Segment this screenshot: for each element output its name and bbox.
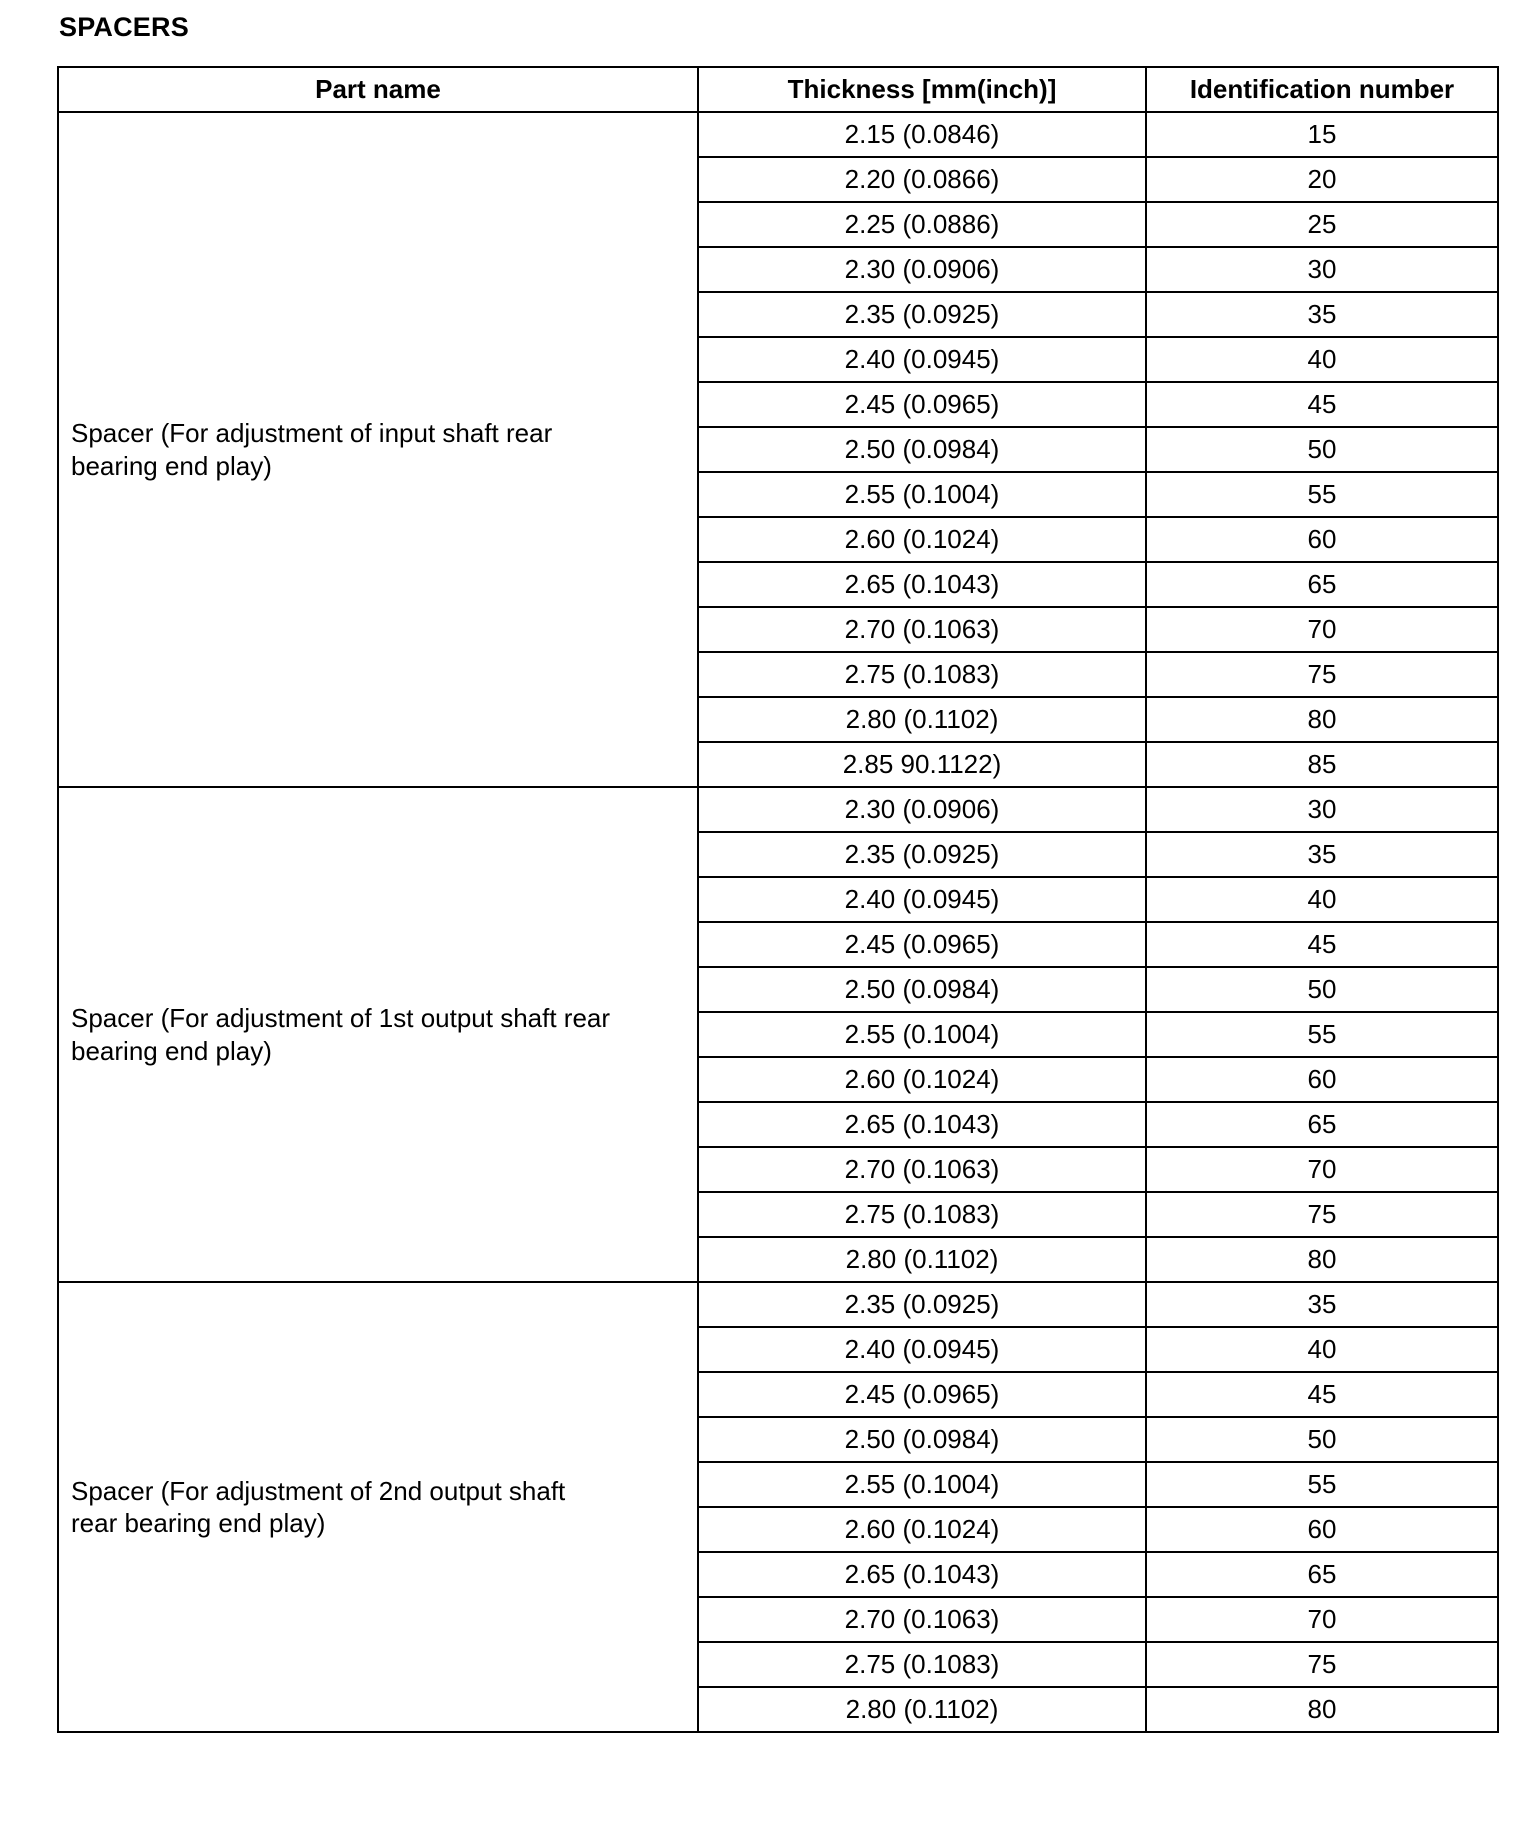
table-body: [58, 112, 1498, 1732]
table-header-row: [58, 67, 1498, 112]
thickness-cell: 2.75 (0.1083): [698, 652, 1146, 697]
thickness-cell: 2.35 (0.0925): [698, 1282, 1146, 1327]
thickness-cell: 2.70 (0.1063): [698, 1147, 1146, 1192]
identification-number-cell: 80: [1146, 1237, 1498, 1282]
identification-number-cell: 55: [1146, 472, 1498, 517]
identification-number-cell: 40: [1146, 877, 1498, 922]
thickness-cell: 2.75 (0.1083): [698, 1642, 1146, 1687]
thickness-cell: 2.70 (0.1063): [698, 1597, 1146, 1642]
thickness-cell: 2.80 (0.1102): [698, 1237, 1146, 1282]
thickness-cell: 2.35 (0.0925): [698, 832, 1146, 877]
thickness-cell: 2.30 (0.0906): [698, 247, 1146, 292]
identification-number-cell: 30: [1146, 247, 1498, 292]
identification-number-cell: 80: [1146, 1687, 1498, 1732]
thickness-cell: 2.80 (0.1102): [698, 697, 1146, 742]
header-part-name: Part name: [58, 67, 698, 112]
identification-number-cell: 35: [1146, 1282, 1498, 1327]
part-name-text: Spacer (For adjustment of 2nd output shaft rear bearing end play): [71, 1475, 566, 1538]
thickness-cell: 2.20 (0.0866): [698, 157, 1146, 202]
identification-number-cell: 55: [1146, 1462, 1498, 1507]
thickness-cell: 2.40 (0.0945): [698, 1327, 1146, 1372]
identification-number-cell: 55: [1146, 1012, 1498, 1057]
identification-number-cell: 70: [1146, 1147, 1498, 1192]
thickness-cell: 2.70 (0.1063): [698, 607, 1146, 652]
identification-number-cell: 40: [1146, 337, 1498, 382]
identification-number-cell: 15: [1146, 112, 1498, 157]
thickness-cell: 2.40 (0.0945): [698, 337, 1146, 382]
identification-number-cell: 80: [1146, 697, 1498, 742]
thickness-cell: 2.65 (0.1043): [698, 1102, 1146, 1147]
identification-number-cell: 45: [1146, 382, 1498, 427]
header-identification-number: Identification number: [1146, 67, 1498, 112]
identification-number-cell: 35: [1146, 292, 1498, 337]
thickness-cell: 2.45 (0.0965): [698, 382, 1146, 427]
identification-number-cell: 50: [1146, 967, 1498, 1012]
thickness-cell: 2.40 (0.0945): [698, 877, 1146, 922]
thickness-cell: 2.45 (0.0965): [698, 1372, 1146, 1417]
part-name-cell: [58, 787, 698, 1282]
thickness-cell: 2.60 (0.1024): [698, 1507, 1146, 1552]
identification-number-cell: 50: [1146, 1417, 1498, 1462]
thickness-cell: 2.50 (0.0984): [698, 427, 1146, 472]
identification-number-cell: 45: [1146, 1372, 1498, 1417]
identification-number-cell: 60: [1146, 517, 1498, 562]
part-name-cell: [58, 1282, 698, 1732]
thickness-cell: 2.60 (0.1024): [698, 1057, 1146, 1102]
identification-number-cell: 70: [1146, 1597, 1498, 1642]
identification-number-cell: 65: [1146, 1102, 1498, 1147]
spacers-table: [57, 66, 1499, 1733]
thickness-cell: 2.45 (0.0965): [698, 922, 1146, 967]
identification-number-cell: 30: [1146, 787, 1498, 832]
identification-number-cell: 65: [1146, 1552, 1498, 1597]
thickness-cell: 2.65 (0.1043): [698, 562, 1146, 607]
identification-number-cell: 85: [1146, 742, 1498, 787]
thickness-cell: 2.55 (0.1004): [698, 472, 1146, 517]
thickness-cell: 2.60 (0.1024): [698, 517, 1146, 562]
identification-number-cell: 75: [1146, 1642, 1498, 1687]
thickness-cell: 2.25 (0.0886): [698, 202, 1146, 247]
thickness-cell: 2.50 (0.0984): [698, 967, 1146, 1012]
identification-number-cell: 20: [1146, 157, 1498, 202]
identification-number-cell: 35: [1146, 832, 1498, 877]
identification-number-cell: 75: [1146, 1192, 1498, 1237]
thickness-cell: 2.55 (0.1004): [698, 1462, 1146, 1507]
identification-number-cell: 75: [1146, 652, 1498, 697]
part-name-text: Spacer (For adjustment of input shaft rear bearing end play): [71, 418, 553, 481]
header-thickness: Thickness [mm(inch)]: [698, 67, 1146, 112]
thickness-cell: 2.80 (0.1102): [698, 1687, 1146, 1732]
thickness-cell: 2.85 90.1122): [698, 742, 1146, 787]
thickness-cell: 2.65 (0.1043): [698, 1552, 1146, 1597]
table-row: [58, 787, 1498, 832]
identification-number-cell: 60: [1146, 1057, 1498, 1102]
table-row: [58, 1282, 1498, 1327]
identification-number-cell: 70: [1146, 607, 1498, 652]
identification-number-cell: 50: [1146, 427, 1498, 472]
identification-number-cell: 25: [1146, 202, 1498, 247]
thickness-cell: 2.75 (0.1083): [698, 1192, 1146, 1237]
identification-number-cell: 40: [1146, 1327, 1498, 1372]
page-title: SPACERS: [59, 12, 189, 42]
thickness-cell: 2.30 (0.0906): [698, 787, 1146, 832]
part-name-cell: [58, 112, 698, 787]
identification-number-cell: 65: [1146, 562, 1498, 607]
thickness-cell: 2.15 (0.0846): [698, 112, 1146, 157]
identification-number-cell: 45: [1146, 922, 1498, 967]
thickness-cell: 2.35 (0.0925): [698, 292, 1146, 337]
identification-number-cell: 60: [1146, 1507, 1498, 1552]
thickness-cell: 2.55 (0.1004): [698, 1012, 1146, 1057]
thickness-cell: 2.50 (0.0984): [698, 1417, 1146, 1462]
part-name-text: Spacer (For adjustment of 1st output shaft rear bearing end play): [71, 1003, 611, 1066]
table-row: [58, 112, 1498, 157]
